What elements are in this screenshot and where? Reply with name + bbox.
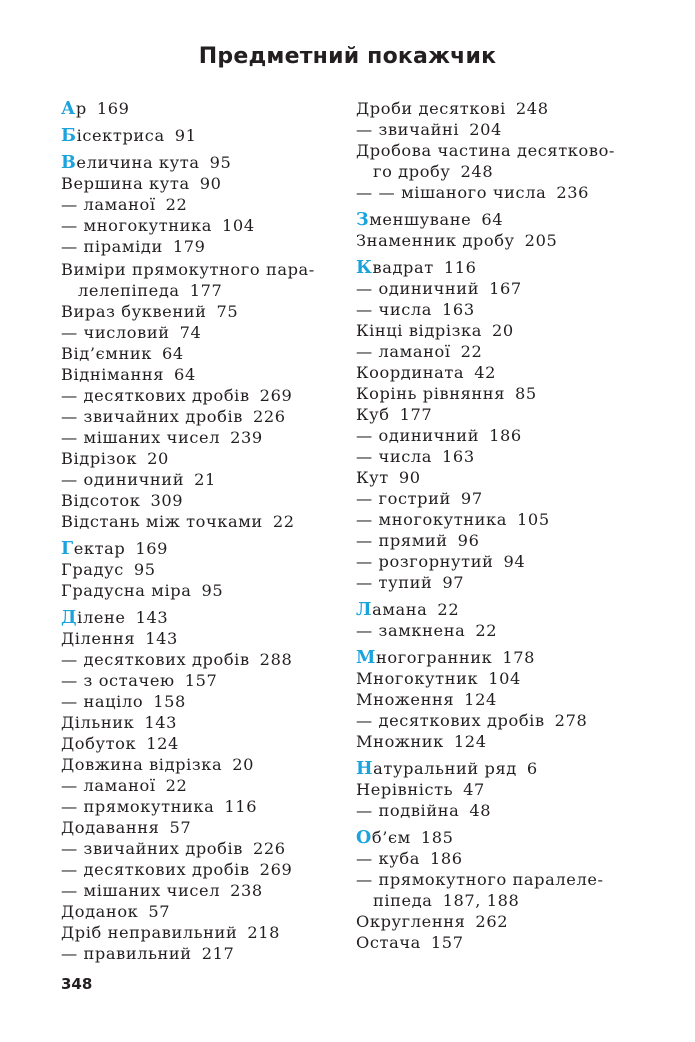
index-letter: Л — [356, 600, 373, 620]
index-entry — [61, 559, 336, 580]
index-entry — [356, 362, 656, 383]
index-page-ref: 20 — [492, 321, 514, 340]
index-entry — [356, 425, 656, 446]
index-column-left — [61, 98, 336, 964]
index-term: — многокутника — [61, 216, 213, 235]
index-page-ref: 309 — [150, 491, 184, 510]
index-term: Корінь рівняння — [356, 384, 506, 403]
index-entry — [61, 490, 336, 511]
index-page-ref: 124 — [453, 732, 487, 751]
index-entry-letter-start — [61, 538, 336, 559]
index-term: — десяткових дробів — [61, 860, 250, 879]
index-entry — [61, 859, 336, 880]
index-page-ref: 64 — [161, 344, 184, 363]
index-entry — [61, 628, 336, 649]
index-entry — [356, 320, 656, 341]
index-term: — націло — [61, 692, 144, 711]
index-entry — [356, 572, 656, 593]
index-term: — піраміди — [61, 237, 163, 256]
index-entry — [61, 943, 336, 964]
index-term: го дробу — [373, 162, 451, 181]
index-term: — ламаної — [356, 342, 451, 361]
index-term: — з остачею — [61, 671, 175, 690]
index-term: — куба — [356, 849, 420, 868]
index-entry — [61, 691, 336, 712]
index-page-ref: 22 — [165, 776, 188, 795]
index-term: Виміри прямокутного пара- — [61, 260, 315, 279]
index-entry-letter-start — [61, 98, 336, 119]
index-page-ref: 158 — [153, 692, 186, 711]
index-page-ref: 278 — [554, 711, 588, 730]
index-entry — [61, 733, 336, 754]
index-page-ref: 157 — [184, 671, 218, 690]
index-page-ref: 90 — [199, 174, 222, 193]
index-page-ref: 91 — [174, 126, 197, 145]
index-term: Знаменник дробу — [356, 231, 515, 250]
index-term: амана — [372, 600, 428, 619]
index-page-ref: 74 — [179, 323, 202, 342]
index-page-ref: 42 — [474, 363, 496, 382]
index-entry — [61, 469, 336, 490]
index-page-ref: 236 — [556, 183, 590, 202]
index-page-ref: 22 — [460, 342, 483, 361]
index-page-ref: 95 — [133, 560, 156, 579]
index-term: — ламаної — [61, 776, 156, 795]
index-entry — [356, 299, 656, 320]
index-entry — [61, 901, 336, 922]
index-term: ілене — [77, 608, 126, 627]
index-term: б’єм — [371, 828, 411, 847]
index-page-ref: 179 — [172, 237, 206, 256]
index-entry — [356, 182, 656, 203]
index-page-ref: 20 — [147, 449, 169, 468]
index-page-ref: 226 — [252, 839, 286, 858]
index-term: — розгорнутий — [356, 552, 494, 571]
index-entry — [356, 551, 656, 572]
index-term: Добуток — [61, 734, 137, 753]
index-page-ref: 6 — [526, 759, 538, 778]
index-term: Кут — [356, 468, 389, 487]
index-term: Відрізок — [61, 449, 138, 468]
index-entry — [356, 530, 656, 551]
index-term: Відстань між точками — [61, 512, 263, 531]
index-entry — [61, 322, 336, 343]
index-term: — одиничний — [61, 470, 185, 489]
index-term: р — [75, 99, 87, 118]
index-page-ref: 288 — [259, 650, 293, 669]
index-term: — числа — [356, 447, 433, 466]
index-term: — десяткових дробів — [356, 711, 545, 730]
index-entry-letter-start — [356, 827, 656, 848]
index-entry — [61, 259, 336, 280]
index-term: ектар — [73, 539, 126, 558]
index-page-ref: 187, 188 — [442, 891, 520, 910]
index-term: піпеда — [373, 891, 433, 910]
index-page-ref: 269 — [259, 860, 293, 879]
index-entry — [61, 173, 336, 194]
index-term: Вершина кута — [61, 174, 190, 193]
index-page-ref: 177 — [189, 281, 223, 300]
index-entry-letter-start — [356, 257, 656, 278]
index-term: Кінці відрізка — [356, 321, 483, 340]
index-term: — мішаних чисел — [61, 428, 221, 447]
index-entry-letter-start — [61, 607, 336, 628]
index-page-ref: 205 — [524, 231, 558, 250]
index-page-ref: 124 — [146, 734, 179, 753]
index-entry — [356, 869, 656, 890]
index-entry — [61, 580, 336, 601]
index-entry — [61, 817, 336, 838]
index-term: Дробова частина десятково- — [356, 141, 615, 160]
index-term: — прямокутного паралеле- — [356, 870, 604, 889]
index-entry — [356, 230, 656, 251]
index-term: — прямий — [356, 531, 448, 550]
index-page-ref: 22 — [437, 600, 460, 619]
index-entry — [61, 364, 336, 385]
index-term: Вираз буквений — [61, 302, 207, 321]
index-term: — ламаної — [61, 195, 156, 214]
index-entry — [61, 406, 336, 427]
index-page-ref: 169 — [96, 99, 130, 118]
index-term: — гострий — [356, 489, 451, 508]
index-letter: З — [356, 210, 370, 230]
index-term: Ділення — [61, 629, 136, 648]
index-page-ref: 163 — [442, 300, 475, 319]
index-page-ref: 97 — [460, 489, 483, 508]
index-entry — [356, 488, 656, 509]
index-entry — [356, 911, 656, 932]
index-page-ref: 239 — [230, 428, 263, 447]
index-term: атуральний ряд — [373, 759, 517, 778]
index-page-ref: 64 — [481, 210, 504, 229]
index-page-ref: 95 — [209, 153, 232, 172]
index-entry-letter-start — [356, 209, 656, 230]
index-page-ref: 97 — [442, 573, 465, 592]
index-entry — [356, 446, 656, 467]
index-letter: Н — [356, 759, 374, 779]
index-term: еличина кута — [76, 153, 200, 172]
index-page-ref: 143 — [144, 713, 178, 732]
index-term: Множник — [356, 732, 444, 751]
index-page-ref: 22 — [475, 621, 498, 640]
index-term: Градус — [61, 560, 124, 579]
index-page-ref: 75 — [216, 302, 239, 321]
index-page-ref: 226 — [252, 407, 286, 426]
index-entry — [356, 890, 656, 911]
index-entry-letter-start — [356, 758, 656, 779]
index-entry — [356, 932, 656, 953]
index-term: Довжина відрізка — [61, 755, 223, 774]
index-page-ref: 163 — [442, 447, 475, 466]
index-entry — [356, 710, 656, 731]
index-term: — многокутника — [356, 510, 508, 529]
index-term: лелепіпеда — [78, 281, 180, 300]
index-page-ref: 169 — [135, 539, 169, 558]
index-term: Додавання — [61, 818, 160, 837]
index-page-ref: 22 — [272, 512, 295, 531]
index-page-ref: 104 — [222, 216, 255, 235]
index-term: Дроби десяткові — [356, 99, 506, 118]
index-entry-letter-start — [61, 125, 336, 146]
index-term: — подвійна — [356, 801, 460, 820]
index-page-ref: 90 — [398, 468, 421, 487]
index-term: Градусна міра — [61, 581, 192, 600]
index-page-ref: 57 — [169, 818, 192, 837]
index-page-ref: 116 — [224, 797, 258, 816]
index-term: Від’ємник — [61, 344, 152, 363]
index-page-ref: 269 — [259, 386, 293, 405]
index-page-ref: 94 — [503, 552, 526, 571]
index-page-ref: 48 — [469, 801, 492, 820]
index-page-ref: 248 — [460, 162, 494, 181]
index-page-ref: 186 — [489, 426, 522, 445]
index-page-ref: 177 — [399, 405, 433, 424]
index-entry — [356, 383, 656, 404]
index-entry — [61, 236, 336, 257]
index-entry — [356, 779, 656, 800]
index-term: — десяткових дробів — [61, 386, 250, 405]
index-page-ref: 124 — [464, 690, 497, 709]
index-entry — [61, 427, 336, 448]
index-page-ref: 217 — [201, 944, 235, 963]
index-page-ref: 157 — [430, 933, 464, 952]
index-term: Дільник — [61, 713, 135, 732]
index-page-ref: 178 — [502, 648, 536, 667]
index-term: — замкнена — [356, 621, 466, 640]
index-letter: Б — [61, 126, 77, 146]
index-term: Округлення — [356, 912, 466, 931]
index-term: — мішаних чисел — [61, 881, 221, 900]
index-entry — [61, 301, 336, 322]
index-letter: М — [356, 648, 376, 668]
index-page-ref: 143 — [145, 629, 178, 648]
index-entry — [356, 278, 656, 299]
index-page-ref: 21 — [194, 470, 216, 489]
index-term: Доданок — [61, 902, 139, 921]
index-entry — [61, 385, 336, 406]
index-term: — одиничний — [356, 426, 480, 445]
index-page-ref: 104 — [488, 669, 521, 688]
index-term: — звичайних дробів — [61, 407, 243, 426]
index-entry — [61, 194, 336, 215]
index-page-ref: 20 — [232, 755, 255, 774]
index-entry — [61, 754, 336, 775]
index-letter: К — [356, 258, 373, 278]
index-term: — числовий — [61, 323, 170, 342]
index-page-ref: 167 — [489, 279, 522, 298]
index-entry-letter-start — [356, 599, 656, 620]
index-term: — десяткових дробів — [61, 650, 250, 669]
index-entry — [61, 922, 336, 943]
index-term: меншуване — [369, 210, 472, 229]
index-term: — звичайних дробів — [61, 839, 243, 858]
index-page-ref: 95 — [201, 581, 224, 600]
index-page-ref: 116 — [443, 258, 477, 277]
index-entry-letter-start — [356, 647, 656, 668]
index-page-ref: 105 — [517, 510, 550, 529]
index-term: Многокутник — [356, 669, 479, 688]
index-term: — прямокутника — [61, 797, 215, 816]
index-term: Дріб неправильний — [61, 923, 238, 942]
index-entry — [356, 848, 656, 869]
index-entry — [356, 140, 656, 161]
index-term: — звичайні — [356, 120, 460, 139]
index-term: — тупий — [356, 573, 433, 592]
index-term: Координата — [356, 363, 465, 382]
index-letter: Г — [61, 539, 74, 559]
index-entry — [356, 509, 656, 530]
index-term: Остача — [356, 933, 421, 952]
index-term: ногогранник — [375, 648, 493, 667]
index-page-ref: 238 — [230, 881, 263, 900]
index-entry — [356, 620, 656, 641]
index-entry — [356, 467, 656, 488]
index-entry — [356, 668, 656, 689]
index-page-ref: 248 — [515, 99, 549, 118]
index-page-ref: 262 — [475, 912, 509, 931]
index-entry — [356, 689, 656, 710]
page-number: 348 — [61, 975, 93, 993]
index-term: — — мішаного числа — [356, 183, 547, 202]
index-term: Множення — [356, 690, 455, 709]
index-entry — [356, 404, 656, 425]
index-entry — [356, 731, 656, 752]
index-entry — [61, 775, 336, 796]
index-entry — [61, 880, 336, 901]
index-page-ref: 47 — [463, 780, 485, 799]
index-entry — [61, 215, 336, 236]
index-term: — одиничний — [356, 279, 480, 298]
index-page-ref: 85 — [515, 384, 537, 403]
index-entry — [356, 800, 656, 821]
index-page-ref: 57 — [148, 902, 171, 921]
page-title: Предметний покажчик — [198, 44, 497, 69]
index-entry — [61, 712, 336, 733]
index-entry — [356, 161, 656, 182]
index-entry — [61, 343, 336, 364]
index-page-ref: 218 — [247, 923, 281, 942]
index-page-ref: 22 — [165, 195, 188, 214]
index-term: вадрат — [372, 258, 434, 277]
index-term: — числа — [356, 300, 433, 319]
index-term: Віднімання — [61, 365, 165, 384]
index-term: Куб — [356, 405, 390, 424]
index-entry — [61, 448, 336, 469]
index-page-ref: 96 — [457, 531, 480, 550]
index-letter: В — [61, 153, 77, 173]
index-entry — [356, 98, 656, 119]
index-page-ref: 64 — [174, 365, 196, 384]
index-term: ісектриса — [76, 126, 165, 145]
index-entry-letter-start — [61, 152, 336, 173]
index-term: — правильний — [61, 944, 192, 963]
index-entry — [61, 670, 336, 691]
index-page-ref: 185 — [420, 828, 454, 847]
index-column-right — [356, 98, 656, 953]
index-entry — [356, 119, 656, 140]
index-entry — [61, 511, 336, 532]
index-entry — [61, 838, 336, 859]
index-page-ref: 143 — [135, 608, 169, 627]
index-entry — [61, 649, 336, 670]
index-letter: О — [356, 828, 372, 848]
index-entry — [61, 280, 336, 301]
index-letter: А — [61, 99, 76, 119]
index-term: Нерівність — [356, 780, 454, 799]
index-entry — [61, 796, 336, 817]
index-entry — [356, 341, 656, 362]
index-letter: Д — [61, 608, 78, 628]
index-page-ref: 204 — [469, 120, 502, 139]
index-term: Відсоток — [61, 491, 141, 510]
index-page-ref: 186 — [429, 849, 463, 868]
